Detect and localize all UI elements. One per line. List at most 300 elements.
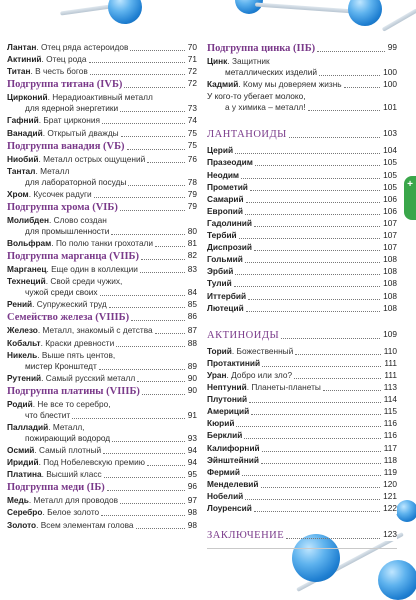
element-name: Марганец [7, 264, 47, 275]
entry-description-continued: чужой среди своих [25, 287, 98, 298]
entry-description: Отец рода [46, 54, 87, 65]
element-name: Плутоний [207, 394, 248, 405]
toc-entry[interactable]: Медь. Металл для проводов 97 [7, 495, 197, 506]
entry-description: В честь богов [35, 66, 88, 77]
leader-dots [262, 451, 381, 452]
entry-description: а у химика – металл! [225, 102, 306, 113]
toc-entry[interactable] [207, 145, 397, 156]
leader-dots [241, 178, 380, 179]
leader-dots [245, 214, 380, 215]
leader-dots [127, 149, 185, 150]
leader-dots [142, 394, 185, 395]
entry-description: Кому мы доверяем жизнь [243, 79, 342, 90]
page-number: 116 [383, 430, 397, 441]
toc-entry[interactable]: Торий. Божественный 110 [207, 345, 397, 356]
toc-entry[interactable] [207, 443, 397, 454]
element-name: Иттербий [207, 290, 247, 301]
toc-entry[interactable]: Титан. В честь богов 72 [7, 66, 197, 77]
page-number: 94 [187, 457, 197, 468]
toc-entry[interactable]: Уран. Добро или зло? 111 [207, 369, 397, 380]
leader-dots [254, 226, 380, 227]
page-number: 72 [187, 78, 197, 89]
leader-dots [109, 307, 185, 308]
toc-entry[interactable] [207, 170, 397, 181]
leader-dots [319, 75, 380, 76]
page-number: 84 [187, 287, 197, 298]
subgroup-heading[interactable] [7, 385, 197, 398]
toc-entry[interactable] [207, 266, 397, 277]
element-name: Иридий [7, 457, 39, 468]
leader-dots [245, 499, 380, 500]
leader-dots [147, 465, 185, 466]
page-number: 103 [383, 128, 397, 139]
entry-description: Выше пять центов, [41, 349, 116, 360]
leader-dots [323, 390, 381, 391]
page-number: 121 [383, 490, 397, 501]
page-number: 110 [383, 345, 397, 356]
toc-entry[interactable]: Гафний. Брат циркония 74 [7, 115, 197, 126]
entry-description-continued: металлических изделий [225, 67, 318, 77]
toc-entry[interactable] [207, 157, 397, 168]
molecule-rod [382, 8, 416, 31]
toc-entry[interactable]: Хром. Кусочек радуги 79 [7, 188, 197, 199]
leader-dots [249, 402, 381, 403]
entry-description: Божественный [236, 345, 294, 356]
element-name: Палладий [7, 421, 49, 432]
toc-entry[interactable]: Родий. Не все то серебро, что блестит 91 [7, 398, 197, 420]
leader-dots [137, 381, 185, 382]
element-name: Диспрозий [207, 242, 252, 253]
element-name: Вольфрам [7, 238, 52, 248]
page-number: 105 [383, 157, 397, 168]
page-number: 108 [383, 254, 397, 265]
toc-entry[interactable] [207, 182, 397, 193]
entry-description: Кусочек радуги [33, 188, 92, 199]
leader-dots [255, 165, 380, 166]
molecule-model-icon [348, 0, 382, 26]
page-number: 123 [383, 529, 397, 540]
page-number: 122 [383, 503, 397, 513]
element-name: Медь [7, 495, 29, 506]
leader-dots [140, 272, 185, 273]
page-number: 108 [383, 278, 397, 289]
leader-dots [261, 463, 381, 464]
subgroup-title: Подгруппа марганца (VIIБ) [7, 251, 139, 263]
element-name: Никель [7, 349, 38, 360]
element-name: Кюрий [207, 418, 235, 429]
section-title: ЗАКЛЮЧЕНИЕ [207, 530, 285, 542]
page-number: 99 [387, 42, 397, 52]
element-name: Тулий [207, 278, 232, 289]
entry-description-continued: для промышленности [25, 225, 110, 236]
toc-entry[interactable] [207, 218, 397, 229]
page-number: 106 [383, 205, 397, 216]
element-name: Лютеций [207, 302, 244, 313]
element-name: Прометий [207, 181, 248, 192]
molecule-model-icon [108, 0, 142, 24]
toc-entry[interactable]: Молибден. Слово создан для промышленности 80 [7, 214, 197, 236]
toc-entry[interactable]: Марганец. Еще один в коллекции 83 [7, 264, 197, 275]
toc-entry[interactable]: Золото. Всем элементам голова 98 [7, 519, 197, 530]
toc-entry[interactable]: Серебро. Белое золото 98 [7, 507, 197, 518]
page-number: 79 [187, 188, 197, 199]
page-number: 89 [187, 360, 197, 371]
element-name: Торий [207, 345, 232, 356]
leader-dots [286, 538, 380, 539]
page-number: 119 [383, 466, 397, 477]
element-name: Титан [7, 66, 31, 77]
toc-entry[interactable] [207, 503, 397, 514]
leader-dots [104, 477, 185, 478]
page-number: 96 [187, 481, 197, 492]
toc-entry[interactable] [207, 358, 397, 369]
page-number: 117 [383, 442, 397, 453]
page-number: 114 [383, 394, 397, 405]
section-heading[interactable] [207, 128, 397, 141]
page-number: 108 [383, 302, 397, 313]
toc-entry[interactable]: Кобальт. Краски древности 88 [7, 337, 197, 348]
subgroup-title: Семейство железа (VIIIБ) [7, 312, 130, 324]
section-title: ЛАНТАНОИДЫ [207, 129, 287, 141]
element-name: Европий [207, 205, 243, 216]
page-number: 111 [384, 369, 397, 380]
toc-entry[interactable]: Кадмий. Кому мы доверяем жизнь 100 [207, 79, 397, 90]
toc-entry[interactable]: Железо. Металл, знакомый с детства 87 [7, 325, 197, 336]
entry-description: Металл, [52, 421, 85, 432]
page-number: 118 [383, 454, 397, 465]
subgroup-heading[interactable] [7, 201, 197, 214]
page-number: 98 [187, 507, 197, 518]
element-name: Самарий [207, 193, 244, 204]
page-number: 91 [187, 409, 197, 420]
page-number: 80 [187, 225, 197, 236]
leader-dots [155, 333, 185, 334]
page-number: 70 [187, 42, 197, 52]
leader-dots [245, 262, 380, 263]
element-name: Родий [7, 398, 33, 409]
page-number: 90 [187, 372, 197, 383]
page-number: 82 [187, 250, 197, 261]
leader-dots [99, 369, 185, 370]
page-number: 107 [383, 230, 397, 240]
section-heading[interactable] [207, 529, 397, 542]
element-name: Гафний [7, 115, 39, 126]
page-number: 104 [383, 145, 397, 156]
leader-dots [103, 453, 185, 454]
leader-dots [235, 153, 380, 154]
toc-entry[interactable] [207, 394, 397, 405]
leader-dots [120, 503, 185, 504]
toc-entry[interactable] [207, 254, 397, 265]
subgroup-title: Подгруппа титана (IVБ) [7, 79, 123, 91]
leader-dots [295, 354, 380, 355]
element-name: Лантан [7, 42, 37, 52]
molecule-rod [255, 3, 355, 14]
leader-dots [107, 490, 185, 491]
page-number: 101 [383, 102, 397, 113]
element-name: Гадолиний [207, 217, 252, 228]
leader-dots [124, 87, 184, 88]
toc-entry[interactable] [207, 418, 397, 429]
toc-entry[interactable]: Рутений. Самый русский металл 90 [7, 372, 197, 383]
element-name: Технеций [7, 276, 46, 287]
toc-entry[interactable] [207, 455, 397, 466]
leader-dots [136, 528, 185, 529]
entry-text-line: У кого-то убегает молоко, [207, 91, 306, 102]
leader-dots [131, 320, 185, 321]
leader-dots [236, 426, 380, 427]
element-name: Нептуний [207, 382, 247, 392]
element-name: Кадмий [207, 79, 239, 90]
toc-entry[interactable]: Технеций. Свой среди чужих, чужой среди своих 84 [7, 276, 197, 298]
subgroup-heading[interactable] [7, 78, 197, 91]
toc-entry[interactable] [207, 491, 397, 502]
leader-dots [251, 414, 381, 415]
leader-dots [141, 259, 185, 260]
section-heading[interactable] [207, 329, 397, 342]
page-number: 108 [383, 266, 397, 277]
page-number: 81 [187, 238, 197, 248]
leader-dots [101, 515, 185, 516]
element-name: Уран [207, 369, 227, 380]
element-name: Берклий [207, 430, 243, 441]
element-name: Золото [7, 519, 37, 530]
page-number: 109 [383, 328, 397, 339]
subgroup-heading[interactable] [7, 311, 197, 324]
leader-dots [235, 274, 380, 275]
section-title: АКТИНОИДЫ [207, 329, 280, 341]
page-number: 78 [187, 176, 197, 187]
element-name: Протактиний [207, 357, 261, 368]
entry-description: Краски древности [45, 337, 115, 348]
subgroup-title: Подгруппа хрома (VIБ) [7, 201, 118, 213]
leader-dots [281, 338, 380, 339]
leader-dots [111, 234, 184, 235]
plus-tab-icon: + [407, 179, 413, 190]
entry-description: Нерадиоактивный металл [52, 92, 153, 103]
leader-dots [289, 137, 380, 138]
page-number: 95 [187, 469, 197, 480]
toc-entry[interactable]: Цирконий. Нерадиоактивный металл для ядерной энергетики 73 [7, 92, 197, 114]
page-number: 75 [187, 127, 197, 138]
entry-description: Супружеский труд [36, 299, 107, 310]
subgroup-title: Подгруппа ванадия (VБ) [7, 140, 125, 152]
leader-dots [242, 475, 381, 476]
toc-entry[interactable]: Платина. Высший класс 95 [7, 469, 197, 480]
leader-dots [308, 110, 381, 111]
leader-dots [72, 418, 185, 419]
leader-dots [100, 295, 185, 296]
entry-description: Отец ряда астероидов [40, 42, 129, 52]
toc-entry[interactable]: Вольфрам. По полю танки грохотали 81 [7, 238, 197, 248]
leader-dots [246, 311, 380, 312]
element-name: Платина [7, 469, 42, 480]
element-name: Лоуренсий [207, 503, 252, 513]
entry-description: Белое золото [47, 507, 100, 518]
leader-dots [112, 441, 185, 442]
leader-dots [262, 366, 381, 367]
entry-description: Металл для проводов [33, 495, 118, 506]
separator [207, 548, 397, 549]
leader-dots [155, 246, 185, 247]
leader-dots [239, 238, 380, 239]
page-number: 105 [383, 169, 397, 180]
entry-description-continued: пожирающий водород [25, 432, 111, 443]
entry-description: Планеты-планеты [251, 382, 321, 392]
page-number: 107 [383, 217, 397, 228]
entry-description: Еще один в коллекции [51, 264, 138, 275]
toc-entry[interactable] [207, 230, 397, 241]
toc-entry[interactable]: Лантан. Отец ряда астероидов 70 [7, 42, 197, 52]
page-number: 93 [187, 432, 197, 443]
leader-dots [246, 202, 381, 203]
toc-entry[interactable]: Нептуний. Планеты-планеты 113 [207, 382, 397, 392]
entry-description-continued: мистер Кронштедт [25, 360, 97, 371]
element-name: Гольмий [207, 254, 243, 265]
toc-entry[interactable]: Никель. Выше пять центов, мистер Кронштедт 89 [7, 349, 197, 371]
element-name: Серебро [7, 507, 43, 518]
entry-description: Металл острых ощущений [43, 153, 146, 164]
element-name: Цинк [207, 56, 228, 66]
leader-dots [130, 50, 184, 51]
entry-description-continued: что блестит [25, 409, 71, 420]
element-name: Неодим [207, 169, 240, 180]
leader-dots [120, 111, 185, 112]
element-name: Хром [7, 188, 29, 199]
page-number: 120 [383, 478, 397, 489]
page-number: 106 [383, 193, 397, 204]
toc-entry[interactable]: Тантал. Металл для лабораторной посуды 78 [7, 165, 197, 187]
toc-entry[interactable] [207, 278, 397, 289]
toc-entry[interactable] [207, 303, 397, 314]
entry-description: По полю танки грохотали [55, 238, 154, 248]
subgroup-heading[interactable] [207, 42, 397, 55]
page-number: 87 [187, 325, 197, 336]
page-number: 100 [383, 79, 397, 90]
leader-dots [121, 136, 185, 137]
toc-entry[interactable] [207, 291, 397, 302]
toc-entry[interactable]: Ниобий. Металл острых ощущений 76 [7, 153, 197, 164]
subgroup-title: Подгруппа меди (IБ) [7, 482, 105, 494]
subgroup-heading[interactable] [7, 250, 197, 263]
leader-dots [254, 511, 380, 512]
subgroup-title: Подгруппа цинка (IIБ) [207, 43, 316, 54]
leader-dots [102, 123, 185, 124]
toc-entry[interactable]: Палладий. Металл, пожирающий водород 93 [7, 421, 197, 443]
toc-entry[interactable] [207, 406, 397, 417]
leader-dots [250, 190, 380, 191]
page-number: 107 [383, 242, 397, 253]
entry-description: Свой среди чужих, [50, 276, 123, 287]
leader-dots [261, 487, 381, 488]
element-name: Кобальт [7, 337, 41, 348]
element-name: Празеодим [207, 157, 253, 168]
leader-dots [248, 299, 380, 300]
page-number: 86 [187, 311, 197, 322]
entry-description: Под Нобелевскую премию [43, 457, 145, 468]
element-name: Молибден [7, 214, 49, 225]
element-name: Менделевий [207, 478, 259, 489]
molecule-model-icon [378, 560, 416, 600]
element-name: Эйнштейний [207, 454, 259, 465]
toc-entry[interactable] [207, 194, 397, 205]
page-number: 90 [187, 384, 197, 395]
entry-description: Самый плотный [39, 445, 102, 455]
toc-entry[interactable] [207, 430, 397, 441]
toc-entry[interactable]: Цинк. Защитник металлических изделий 100 [207, 56, 397, 77]
toc-entry[interactable] [207, 479, 397, 490]
page-number: 71 [187, 54, 197, 65]
page-number: 111 [384, 357, 397, 368]
leader-dots [89, 62, 185, 63]
leader-dots [90, 74, 185, 75]
page-number: 74 [187, 115, 197, 126]
page-number: 113 [383, 382, 397, 392]
element-name: Рутений [7, 372, 42, 383]
leader-dots [147, 162, 185, 163]
page-number: 97 [187, 495, 197, 506]
leader-dots [94, 197, 185, 198]
element-name: Актиний [7, 54, 42, 65]
toc-entry[interactable]: Ванадий. Открытый дважды 75 [7, 127, 197, 138]
page-number: 79 [187, 200, 197, 211]
element-name: Эрбий [207, 266, 234, 277]
toc-entry[interactable]: Иридий. Под Нобелевскую премию 94 [7, 457, 197, 468]
subgroup-heading[interactable] [7, 140, 197, 153]
page-number: 73 [187, 103, 197, 114]
toc-entry[interactable] [207, 206, 397, 217]
subgroup-heading[interactable] [7, 481, 197, 494]
entry-description: Открытый дважды [47, 127, 119, 138]
toc-entry[interactable]: Актиний. Отец рода 71 [7, 54, 197, 65]
element-name: Железо [7, 325, 38, 336]
element-name: Ванадий [7, 127, 43, 138]
leader-dots [128, 185, 184, 186]
page-number: 88 [187, 337, 197, 348]
element-name: Америций [207, 406, 250, 417]
element-name: Калифорний [207, 442, 260, 453]
page-number: 83 [187, 264, 197, 275]
leader-dots [254, 250, 380, 251]
molecule-model-icon [396, 500, 416, 522]
entry-description-continued: для лабораторной посуды [25, 176, 127, 187]
leader-dots [120, 210, 185, 211]
toc-entry[interactable]: Осмий. Самый плотный 94 [7, 445, 197, 455]
toc-entry[interactable] [207, 102, 397, 113]
leader-dots [294, 378, 381, 379]
page-number: 76 [187, 153, 197, 164]
page-number: 85 [187, 299, 197, 310]
toc-entry[interactable] [207, 242, 397, 253]
page-number: 98 [187, 519, 197, 530]
toc-entry[interactable] [207, 467, 397, 478]
entry-description: Металл [40, 165, 70, 176]
subgroup-title: Подгруппа платины (VIIIБ) [7, 385, 140, 397]
element-name: Фермий [207, 466, 240, 477]
page-number: 116 [383, 418, 397, 429]
toc-entry[interactable]: Рений. Супружеский труд 85 [7, 299, 197, 310]
entry-description: Слово создан [53, 214, 107, 225]
leader-dots [234, 286, 380, 287]
element-name: Осмий [7, 445, 35, 455]
entry-description-continued: для ядерной энергетики [25, 103, 119, 114]
element-name: Тербий [207, 230, 237, 240]
entry-description: Всем элементам голова [40, 519, 134, 530]
entry-description: Высший класс [46, 469, 102, 480]
element-name: Нобелий [207, 490, 244, 501]
entry-description: Брат циркония [43, 115, 100, 126]
page-number: 94 [187, 445, 197, 455]
